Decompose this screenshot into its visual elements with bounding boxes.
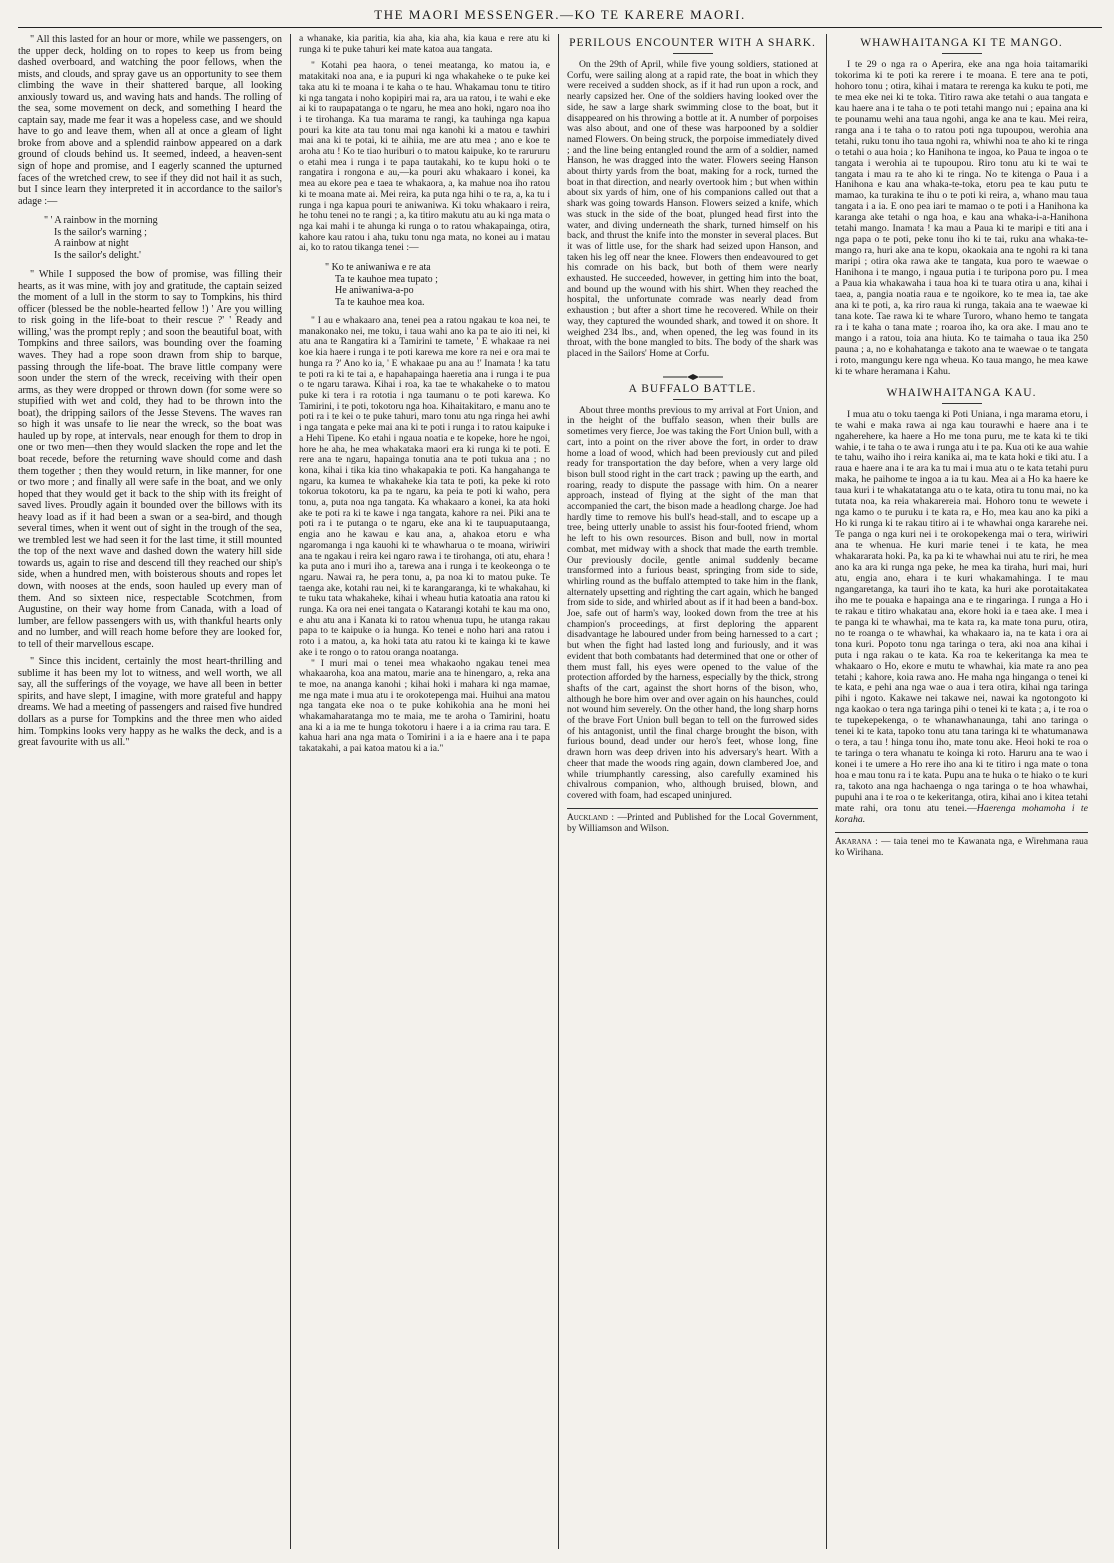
verse-line: A rainbow at night xyxy=(54,238,129,250)
column-1 xyxy=(18,34,290,1549)
paragraph: " Since this incident, certainly the most heart-thrilling and sublime it has been my lot to witness, and well worth, we all say, all the sufferings of the voyage, we have all been in better spirits, and have slept, I imagine, with more grateful and happy dreams. We had a meeting of passengers and raised five hundred dollars as a purse for Tompkins and the three men who aided him. Tompkins looks very happy as he walks the deck, and is a great favourite with us all." xyxy=(18,656,282,749)
paragraph: I te 29 o nga ra o Aperira, eke ana nga hoia taitamariki tokorima ki te poti ka rerere i te moana. E tere ana te poti, hohoro tonu ; otira, kihai i matara te rerenga ka kuku te poti, me te mea eke nei ki te toka. Titiro rawa ake tetahi o aua tangata e kau haere ana i te taha o te poti tetahi mango nui ; epaina ana ki te pounamu wehi ana taua ngohi, anga ke ana te kau. Mei reira, ranga ana i te taha o to ratou poti nga tupoupou, werohia ana tetahi, ruku tonu iho taua ngohi ra, whiwhi noa te aho ki te ringa o tetahi o aua hoia ; ko Hanihona te ingoa, ko Paua te ingoa o te tangata i werohia ai te tupoupou. Riro tonu atu ki te wai te tangata i mau ra te aho ki te ringa. No te kitenga o Paua i a Hanihona e kau ana whaka-te-toka, etoru pea te kau putu te mamao, ka turakina te ihu o te poti ki reira, a, whano mau taua tangata i a ia. E ono pea iari te mamao o te poti i a Hanihona ka karanga ake tetahi o nga hoa, e kau ana whaka-i-a-Hanihona tetahi mango. Inamata ! ka mau a Paua ki te maripi e titi ana i nga papa o te poti, peke tonu iho ki te tai, ruku ana whaka-te-mango ra, huri ake ana te kopu, okaokaia ana te ngohi ra ki tana maripi ; otira oka rawa ake te tangata, kua poro te waewae o Hanihona i te mango, i ngaua putia i te turipona poro pu. I mea a Paua kia whakawaha i taua hoa ki te tuara otira u ana, kihai i taea, a, pangia noatia raua e te ngoikore, ko te mea ia, tae ake ana ki te poti, a, ka riro raua ki runga, takaia ana te waewae ki tana kote. Tae rawa ki te whare Turoro, whano hemo te tangata ra i te kaha o tana mate ; roaroa iho, ka ora ake. I mau ano te mango i a ratou, toia ana hiuta. Ko te taimaha o taua ika 250 pauna ; a, no e kohahatanga e takoto ana te waewae o te tangata i roto, mangungu kere nga wheua. Ko taua mango, he mea kawe ki te whare heramana i Kahu. xyxy=(835,59,1088,377)
verse xyxy=(18,215,282,261)
paragraph: " I au e whakaaro ana, tenei pea a ratou ngakau te koa nei, te manakonako nei, me toku, i taua wahi ano ka pa te aio iti nei, ki atu ana te Rangatira ki a Tamirini te tamete, ' E whakaae ra nei koe kia haere i runga i te poti karewa me kore ra nei e ora mai te hunga ra ?' Ano ko ia, ' E whakaae pu ana au !' Inamata ! ka tatu te poti ra ki te tai a, e hapahapainga haeretia ana i runga i te pua o te ngaru tarawa. Kihai i roa, ka tae te whakaheke o to matou puke ki tera i ra rototia i nga taumanu o te poti karewa. Ko Tamirini, i te poti, tokotoru nga hoa. Kihaitakitaro, e manu ano te poti ra i te kei o te puke tahuri, maro tonu atu nga ringa hei awhi i nga tangata e peke mai ana ki te poti i runga i to ratou kaipuke i a Hehi Tipene. Ko etahi i ngaua noatia e te kopeke, hore he ngoi, hore he aha, he mea whakataka maori era ki runga ki te poti. E rere ana te ngaru, hapainga tonutia ana te poti tukua ana ; no kona, kihai i tika kia tino whakapakia te poti. Ka hangahanga te ngaru, ka kumea te whakaheke kia tata te poti, ka peke ki roto tokorua tokotoru, ka pa te ngaru, ka peia te poti ki waho, pera tonu, a, puta noa nga tangata. Ka whakaaro a konei, ka ata hoki ake te poti ra ki te kawe i nga tangata, kahore ra nei. Piki ana te poti ra i te putanga o te ngaru, eke ana ki te taupuaputaanga, engia ano he kawau e kau ana, a, ahakoa etoru e wha ngaromanga i nga kauohi ki te whawharua o te moana, wiriwiri ana te ngakau i reira kei ngaro rawa i te tirohanga, oti atu, ehara ! ka puta ano i muri iho a, tarewa ana i runga i te keokeonga o te ngaru. Nawai ra, he pera tonu, a, pa noa ki to matou puke. Te taenga ake, kotahi rau nei, ki te karangaranga, ki te whakahau, ki te tuku tata whakaheke, kihai i wheau hutia katoatia ana ratou ki runga. Ka ora nei enei tangata o Katarangi kotahi te kau ma ono, e ahu atu ana i Kanata ki to ratou whenua tupu, he utanga rakau papa to te kaipuke o ia hunga. Ko tenei e noho hari ana ratou i roto i a matou, a, ka hoki tata atu ratou ki te kainga ki te kawe ake i te rongo o to ratou oranga noatanga. xyxy=(299,315,550,658)
divider xyxy=(673,53,713,54)
columns xyxy=(18,34,1102,1549)
article-heading: WHAWHAITANGA KI TE MANGO. xyxy=(860,37,1063,49)
imprint xyxy=(567,808,818,835)
paragraph: a whanake, kia paritia, kia aha, kia aha, kia kaua e rere atu ki runga ki te puke tahuri kei mate katoa aua tangata. xyxy=(299,34,550,55)
verse-line: " Ko te aniwaniwa e re ata xyxy=(325,262,431,274)
divider xyxy=(673,399,713,400)
column-4 xyxy=(826,34,1096,1549)
masthead: THE MAORI MESSENGER.—KO TE KARERE MAORI. xyxy=(18,6,1102,28)
article-heading: PERILOUS ENCOUNTER WITH A SHARK. xyxy=(569,37,816,49)
verse xyxy=(299,262,550,308)
paragraph-text: I mua atu o toku taenga ki Poti Uniana, i nga marama etoru, i te wahi e maka rawa ai nga kau tourawhi e haere ana i te ngaherehere, ka haere a Ho me tona puru, me te kata ki te tiki wahie, i te taha o te awa i runga atu i te pa. Kua oti ke aua wahie te tahu, waiho iho i reira kanika ai, ma te kata hoki e tiki atu. I a raua e haere ana i te ara ka tu mai i mua atu o te kata tetahi puru maka, he paihome te ingoa a ia tu kau. Mea ai a Ho ka haere ke taua kuri i te whakatatanga atu o te kata, otira tu tonu mai, no ka tutata noa, ka reia whakarereia mai. Hohoro tonu te wewete i nga kamo o te puruku i te kata ra, e Ho, mea kau ano ka piki a Ho ki runga ki te rakau titiro ai i te whawhai onga kararehe nei. Te panga o nga kuri nei i te orokopekenga mai o tera, wiriwiri ana te whenua. He kuri marie tenei i te kata, he mea whakararata hoki. Pa, ka pa ki te whawhai nui atu te riri, he mea ano ka ara ki runga nga peke, he mea ka tiraha, huri mai, huri atu, engia ano, ehara i te kuri whakamahinga. I te mau ngangaretanga, ka tauri iho te kata, ka huri ake porotaitakatea iho me te pouaka e hapainga ana e te ringaringa. I runga a Ho i te rakau e titiro whakatau ana, ekore hoki ia e taea ake. I mea i te panga ki te whawhai, ma te kata ra, ka mate tona puru, otira, no te roanga o te whawhai, ka whakaaro ia, na te kata i ora ai tona kuri. Popoto tonu nga taringa o tera, aki noa ana kihai i puta i nga rakau o te kata. Ka roa te kekeritanga ka mea te whakaaro o Ho, ekore e mutu te whawhai, kia mate ra ano pea tetahi ; kahore, koia rawa ano. He maha nga hinganga o tenei ki te kata, e pehi ana nga wae o aua i tera otira, kihai nga taringa pihi i ngoto. Kakawe nei takawe nei, nawai ka ngotongoto ki nga kaokao o tera nga taringa pihi o tenei ki te kata ; a, i te roa o te tupekepekenga, o te whanawhanaunga, tahi ano taringa o tenei ki te kata, tapoko tonu atu tana taringa ki te whatumanawa o tera, a tau ! hinga tonu iho, mate tonu ake. Heoi hoki te roa o te taringa o tera whanatu te koinga ki roto. Haruru ana te wao i konei i te umere a Ho rere iho ana ki te titiro i nga mate o tona hoa e mau tonu ra i te kata. Pupu ana te huka o te hiako o te kuri ra, takoto ana nga hachaenga o nga taringa o te hoa whawhai, pupuhi ana i te roa o te kekeritanga, otira, kihai ano i kitea tetahi mate rahi, ora tonu atu tenei.— xyxy=(835,408,1088,814)
verse-line: Is the sailor's warning ; xyxy=(54,226,147,238)
divider xyxy=(942,53,982,54)
imprint xyxy=(835,832,1088,859)
verse-line: Ta te kauhoe mea tupato ; xyxy=(335,273,438,285)
paragraph: " I muri mai o tenei mea whakaoho ngakau tenei mea whakaaroha, koa ana matou, marie ana te hinengaro, a, reka ana te moe, na ananga kanohi ; kihai hoki i mahara ki nga mamae, me nga mate i mua atu i te orokotepenga mai. Huihui ana matou nga tangata eke noa o te puke kohikohia ana he moni hei whakamaharatanga mo te maia, me te aroha o Tamirini, hoatu ana ki a ia me te hunga tokotoru i haere i a ia crima rau tara. E kahua hari ana nga mata o Tomirini i a ia e haere ana i te papa takatakahi, a pai katoa matou ki a ia." xyxy=(299,657,550,755)
divider xyxy=(942,403,982,404)
imprint-text: —Printed and Published for the Local Government, by Williamson and Wilson. xyxy=(567,812,818,834)
verse-line: " ' A rainbow in the morning xyxy=(44,215,158,227)
paragraph: On the 29th of April, while five young soldiers, stationed at Corfu, were sailing along at a rapid rate, the boat in which they were received a sudden shock, as if it had run upon a rock, and nearly capsized her. One of the soldiers having looked over the side, he saw a large shark swimming close to the boat, but it disappeared on his throwing a bottle at it. A number of porpoises was also about, and one of these was harpooned by a soldier named Flowers. On being struck, the porpoise immediately dived ; and the line being entangled round the arm of a soldier, named Hanson, he was dragged into the water. Flowers seeing Hanson about thirty yards from the boat, making for a rock, turned the boat in that direction, and nearly overtook him ; but when within about six yards of him, one of his companions called out that a shark was going towards Hanson. Flowers seized a knife, which was stuck in the side of the boat, plunged head first into the water, and diving underneath the shark, turned himself on his back, and thrust the knife into the monster in several places. But it was of little use, for the shark had seized upon Hanson, and taken his leg off near the knee. Flowers then endeavoured to get his comrade on his back, but both of them were nearly exhausted. He succeeded, however, in getting him into the boat, and bound up the wound with his shirt. When they reached the hospital, the unfortunate comrade was nearly dead from exhaustion ; but after a short time he recovered. While on their way, they captured the wounded shark, and towed it on shore. It weighed 234 lbs., and, when opened, the leg was found in its throat, with the bone mangled to bits. The body of the shark was placed in the Sailors' Home at Corfu. xyxy=(567,59,818,359)
paragraph: " While I supposed the bow of promise, was filling their hearts, as it was mine, with joy and gratitude, the captain seized the moment of a lull in the storm to say to Tompkins, his third officer (blessed be the noble-hearted fellow !) ' Are you willing to risk going in the life-boat to their rescue ?' ' Ready and willing,' was the prompt reply ; and soon the beautiful boat, with Tompkins and three sailors, was bounding over the foaming waves. They had a rope soon drawn from ship to barque, passing through the life-boat. The brave little company were soon under the stern of the wreck, receiving with their open arms, as they were dropped or thrown down (for some were so stupified with wet and cold, they had to be thrown into the boat), the dripping sailors of the Jesse Stevens. The waves ran so high it was unsafe to lie near the wreck, so the boat was hauled up by rope, at intervals, near enough for them to drop in one or two men—then they would slacken the rope and let the boat recede, before the returning wave should come and dash them together ; then they would return, in like manner, for one or two more ; and finally all were safe in the boat, and we only hoped that they would get it back to the ship with its freight of saved lives. Proudly again it bounded over the billows with its heavy load as if it had been a swan or a sea-bird, and though several times, when it went out of sight in the trough of the sea, we trembled lest we had seen it for the last time, it still mounted the top of the next wave and dashed down the watery hill side towards us, again to rise and descend till they reached our ship's side, when a hundred men, with boisterous shouts and ropes let down, with nooses at the ends, soon hauled up every man of them. And so sixteen nice, respectable Scotchmen, from Augustine, on their way home from Canada, with a load of lumber, are fellow passengers with us, with thankful hearts only and no lumber, and will reach home before they are looked for, to tell of their marvellous escape. xyxy=(18,269,282,650)
imprint-place: Auckland : xyxy=(567,812,615,823)
paragraph: " Kotahi pea haora, o tenei meatanga, ko matou ia, e matakitaki noa ana, e ia pupuri ki nga whakaheke o te puke kei taka atu ki te moana i te kaha o te hau. Whakamau tonu te titiro ki nga tangata i noho kopipiri mai ra, ara ua ratou, i te wahi e eke ai ki to raupapatanga o te ngaru, he mea ano hoki, ngaro noa iho i te tirohanga. Ka tua marama te rangi, ka tauhinga nga kapua pouri ka kite ata tau tonu mai nga kanohi ki a matou e tawhiri mai ana ki te potai, ki te aihiia, me are atu mea ; ano e koe te aroha atu ! Ko te tiao huriburi o to matou kaipuke, ko te rarururu o etahi mea i runga i te papa tautakahi, ko te kupu hoki o te rangatira i rongona e au,—ka pouri aku whakaaro i konei, ka mea au ekore pea e taea te whakaora, a, ka mahue noa iho ratou ki te moana mate ai. Mei reira, ka puta nga hihi o te ra, a, ka tu i runga i nga kapua pouri te aniwaniwa. Ki toku whakaaro i reira, he tohu tenei no te rangi ; a, ka titiro makutu atu au ki nga mata o nga kai mahi i te ahunga ki runga o to ratou whakapainga, otira, kahore kau ratou i aha, tuku tonu nga mata, no konei au i matau ai, ko to ratou tikanga tenei :— xyxy=(299,60,550,254)
verse-line: Is the sailor's delight.' xyxy=(54,249,141,261)
paragraph: " All this lasted for an hour or more, while we passengers, on the upper deck, holding on to ropes to keep us from being dashed overboard, and watching the poor fellows, when the mists, and clouds, and spray gave us an opportunity to see them climbing the wave in their shattered barque, all looking anxiously toward us, and waving hats and hands. The rolling of the sea, some movement on deck, and something I heard the captain say, made me fear it was a hopeless case, and we should have to go and leave them, when all at once a gleam of light broke from above and a splendid rainbow appeared on a dark ground of clouds behind us. It seemed, indeed, a heaven-sent sign of hope and promise, and I eagerly scanned the upturned faces of the wretched crew, to see if they did not hail it as such, but I since learn they interpreted it in accordance to the sailor's adage :— xyxy=(18,34,282,207)
verse-line: He aniwaniwa-a-po xyxy=(335,285,414,297)
imprint-text: — taia tenei mo te Kawanata nga, e Wirehmana raua ko Wirihana. xyxy=(835,836,1089,858)
article-heading: A BUFFALO BATTLE. xyxy=(628,382,757,395)
column-2 xyxy=(290,34,558,1549)
article-heading: WHAIWHAITANGA KAU. xyxy=(886,386,1037,399)
column-3 xyxy=(558,34,826,1549)
paragraph: About three months previous to my arrival at Fort Union, and in the height of the buffalo season, when their bulls are sometimes very fierce, Joe was taking the Fort Union bull, with a cart, into a point on the river above the fort, in order to draw home a load of wood, which had been previously cut and piled ready for transportation the day before, when a very large old bison bull stood right in the cart track ; pawing up the earth, and roaring, ready to dispute the passage with him. On a nearer approach, instead of flying at the sight of the man that accompanied the cart, the bison made a headlong charge. Joe had hardly time to remove his bull's head-stall, and to escape up a tree, being utterly unable to assist his four-footed friend, whom he left to his own resources. Bison and bull, now in mortal combat, met midway with a shock that made the earth tremble. Our previously docile, gentle animal suddenly became transformed into a furious beast, springing from side to side, whirling round as the buffalo attempted to take him in the flank, alternately upsetting and righting the cart again, which he banged from side to side, and whirled about as if it had been a band-box. Joe, safe out of harm's way, looked down from the tree at his champion's proceedings, at first deploring the apparent disadvantage he laboured under from being harnessed to a cart ; but when the fight had lasted long and furiously, and it was evident that both combatants had determined that one or other of them must fall, his eyes were opened to the value of the protection afforded by the harness, especially by the thick, strong shafts of the cart, against the short horns of the bison, who, although he bore him over and over again on his haunches, could not wound him severely. On the other hand, the long sharp horns of the brave Fort Union bull began to tell on the furrowed sides of his antagonist, until the final charge brought the bison, with furious bound, dead under our hero's feet, whose long, fine drawn horn was deep driven into his adversary's heart. With a cheer that made the woods ring again, down clambered Joe, and while triumphantly caressing, also carefully examined his chivalrous companion, who, although bruised, blown, and covered with foam, had escaped uninjured. xyxy=(567,404,818,801)
ornament-divider xyxy=(567,368,818,378)
paragraph xyxy=(835,410,1088,826)
imprint-place: Akarana : xyxy=(835,836,878,847)
verse-line: Ta te kauhoe mea koa. xyxy=(335,296,425,308)
source-credit: Haerenga mohamoha i te koraha. xyxy=(835,802,1088,825)
